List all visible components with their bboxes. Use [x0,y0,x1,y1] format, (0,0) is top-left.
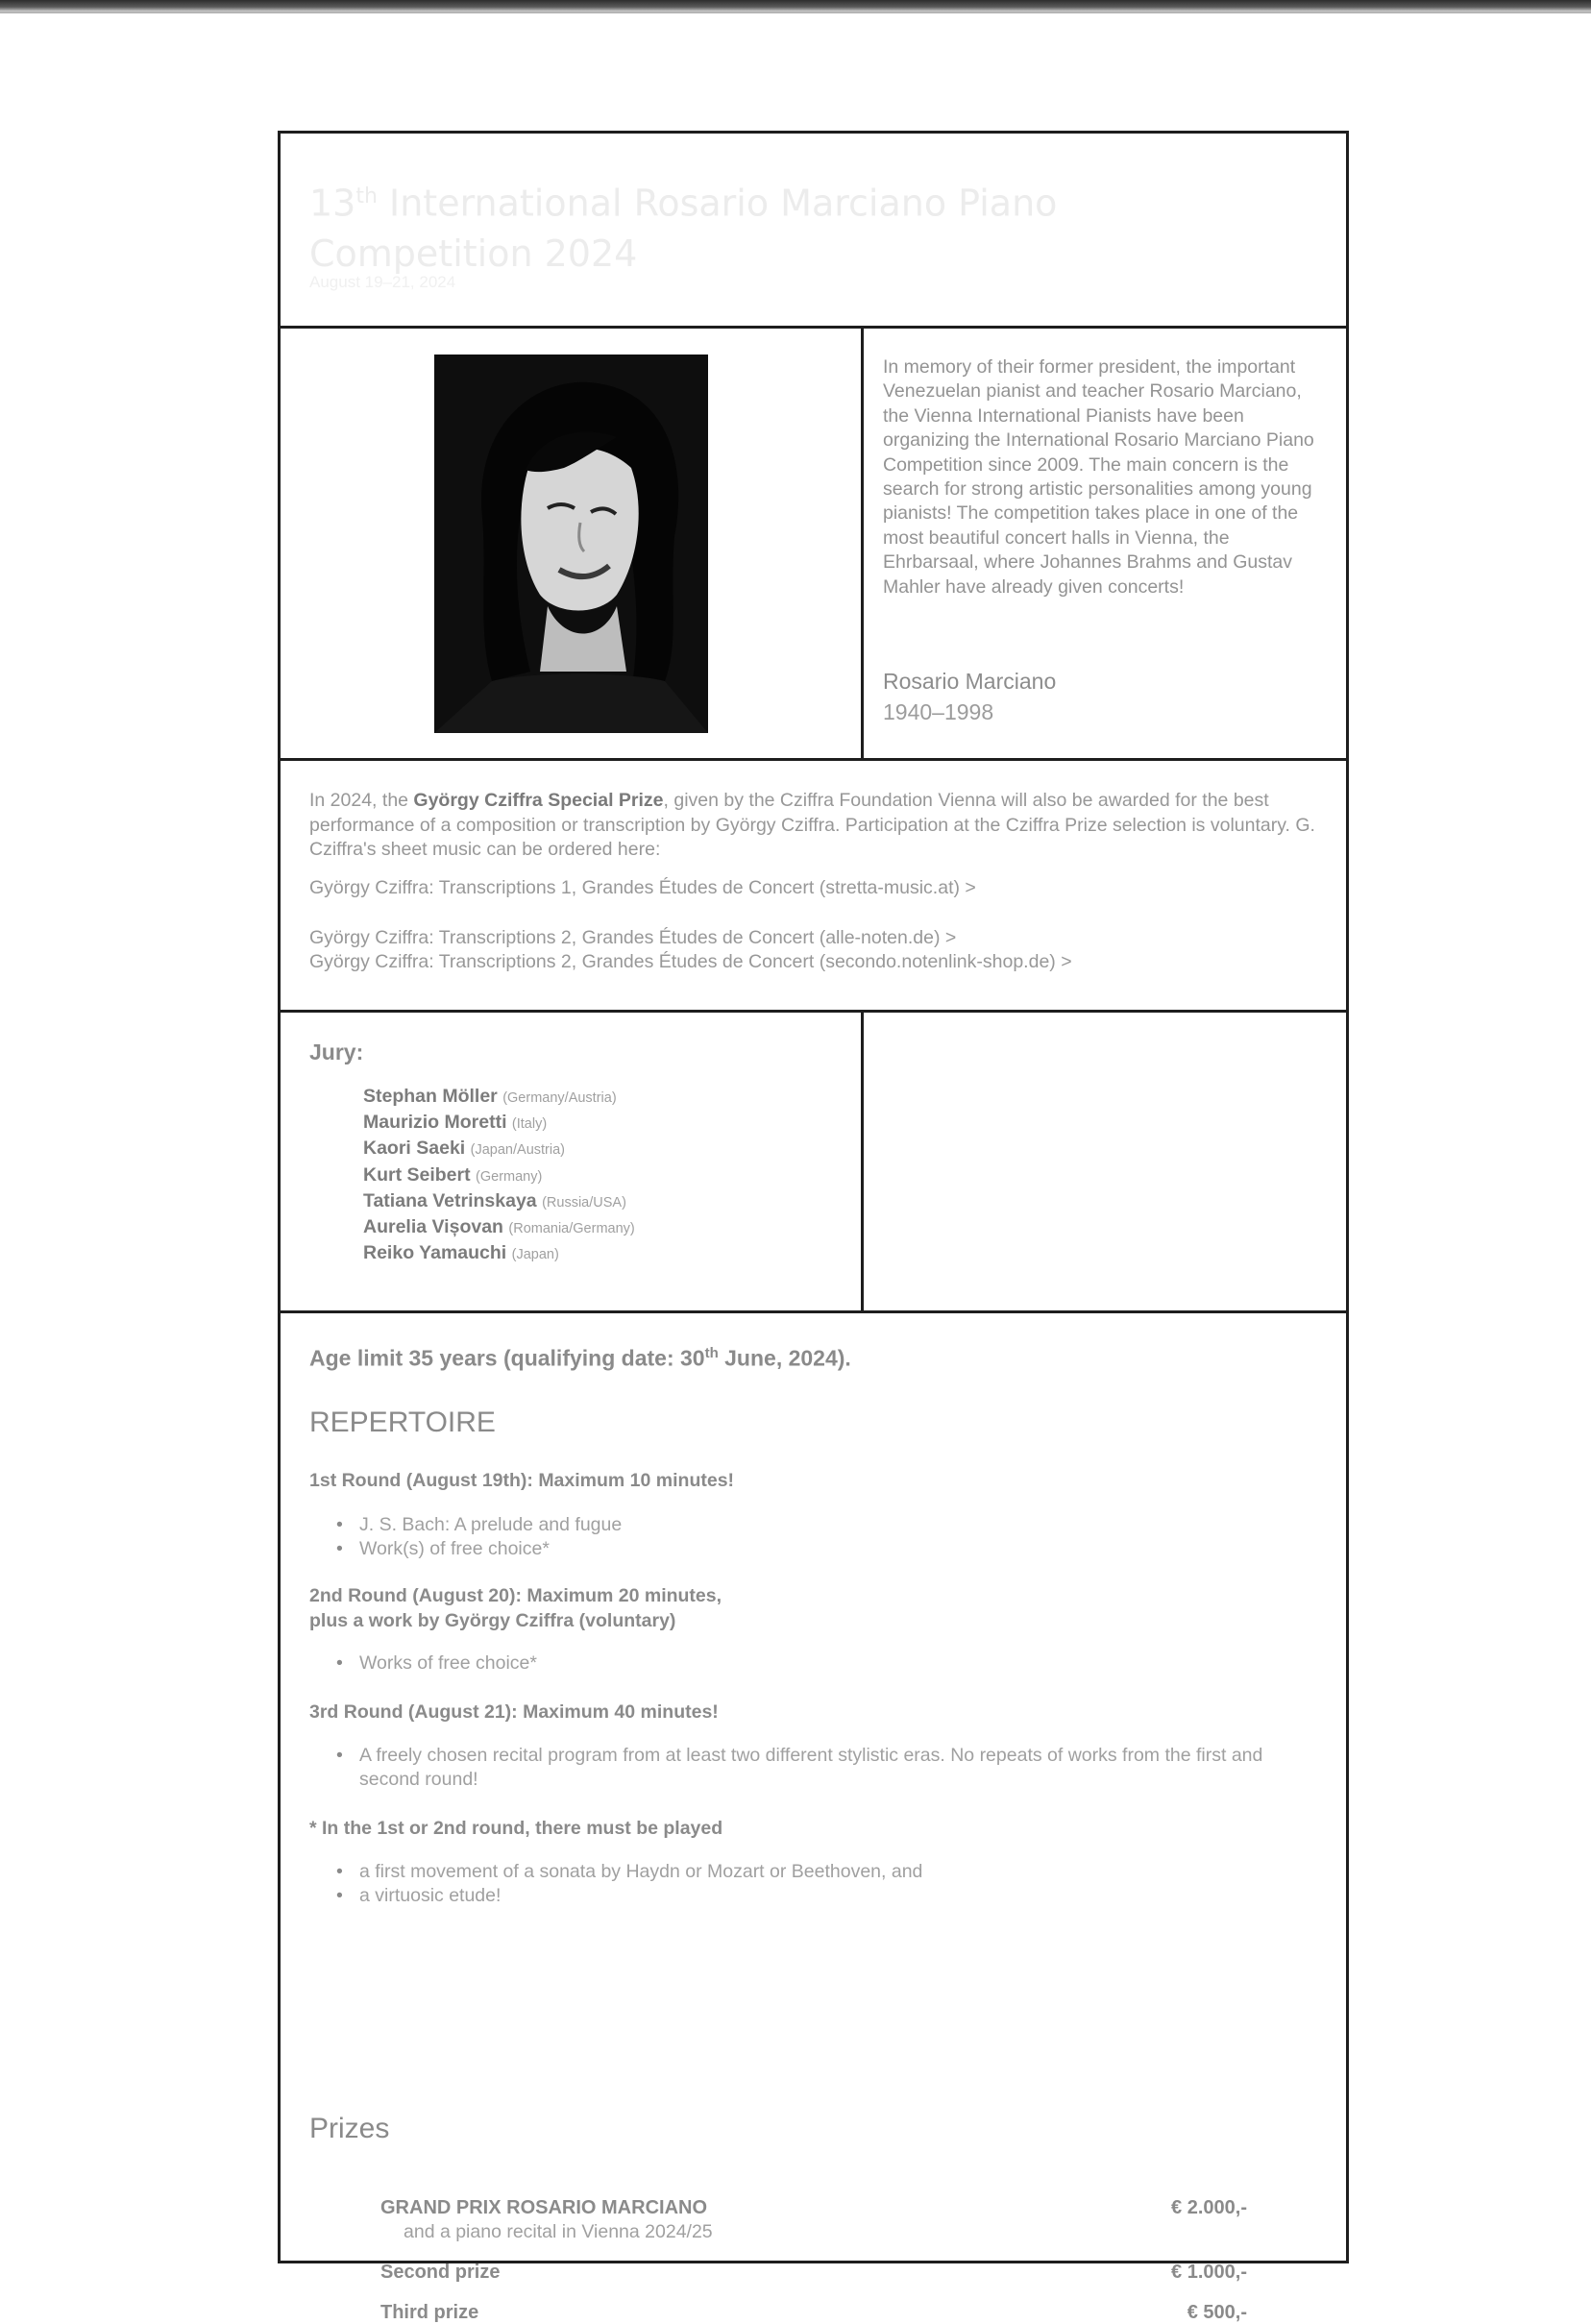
jury-member: Maurizio Moretti (Italy) [363,1112,548,1134]
grand-prix-label: GRAND PRIX ROSARIO MARCIANO [380,2197,708,2218]
round-1-list [336,1513,622,1562]
list-item: • A freely chosen recital program from at least two different stylistic eras. No repeats of works from the first and second round! [336,1744,1297,1793]
jury-member: Kurt Seibert (Germany) [363,1163,543,1186]
round-2-heading: 2nd Round (August 20): Maximum 20 minutes, plus a work by György Cziffra (voluntary) [309,1585,722,1631]
page-title: 13th International Rosario Marciano Piano Competition 2024 [309,182,1058,275]
jury-member: Tatiana Vetrinskaya (Russia/USA) [363,1189,626,1211]
list-item: • Work(s) of free choice* [336,1537,622,1561]
note-list [336,1860,922,1909]
jury-list [363,1085,635,1267]
age-limit: Age limit 35 years (qualifying date: 30th June, 2024). [309,1345,851,1371]
divider [281,326,1346,329]
sheet-music-link[interactable]: György Cziffra: Transcriptions 2, Grandes Études de Concert (secondo.notenlink-shop.de) > [309,951,1072,972]
document-frame [278,131,1349,2323]
scan-edge-line [0,12,1591,13]
portrait-photo [434,355,708,733]
third-prize-label: Third prize [380,2302,479,2323]
prizes-heading: Prizes [309,2113,390,2144]
round-3-heading: 3rd Round (August 21): Maximum 40 minutes! [309,1701,719,1723]
third-prize-amount: € 500,- [1187,2302,1247,2323]
grand-prix-amount: € 2.000,- [1171,2197,1247,2218]
divider [281,758,1346,761]
repertoire-note: * In the 1st or 2nd round, there must be played [309,1818,723,1839]
jury-member: Stephan Möller (Germany/Austria) [363,1086,617,1107]
intro-paragraph: In memory of their former president, the important Venezuelan pianist and teacher Rosario Marciano, the Vienna International Pianists have been organizing the International Rosario Marciano Piano Competition since 2009. The main concern is the search for strong artistic personalities among young pianists! The competition takes place in one of the most beautiful concert halls in Vienna, the Ehrbarsaal, where Johannes Brahms and Gustav Mahler have already given concerts! [883,356,1314,598]
sheet-music-link[interactable]: György Cziffra: Transcriptions 1, Grandes Études de Concert (stretta-music.at) > [309,877,976,898]
jury-member: Aurelia Vișovan (Romania/Germany) [363,1216,635,1238]
divider [281,1010,1346,1013]
divider [861,326,864,760]
repertoire-heading: REPERTOIRE [309,1407,496,1438]
divider [861,1010,864,1312]
portrait-image [434,355,708,733]
second-prize-amount: € 1.000,- [1171,2262,1247,2283]
list-item: • J. S. Bach: A prelude and fugue [336,1513,622,1537]
divider [281,1310,1346,1313]
cziffra-prize-name: György Cziffra Special Prize [413,790,664,811]
round-1-heading: 1st Round (August 19th): Maximum 10 minutes! [309,1470,735,1491]
list-item: • Works of free choice* [336,1651,537,1676]
sheet-music-link[interactable]: György Cziffra: Transcriptions 2, Grandes Études de Concert (alle-noten.de) > [309,927,957,948]
round-3-list [336,1744,1297,1793]
jury-member: Kaori Saeki (Japan/Austria) [363,1138,565,1160]
jury-heading: Jury: [309,1040,364,1064]
list-item: • a first movement of a sonata by Haydn or Mozart or Beethoven, and [336,1860,922,1884]
round-2-list [336,1651,537,1676]
grand-prix-subtitle: and a piano recital in Vienna 2024/25 [404,2221,713,2242]
list-item: • a virtuosic etude! [336,1884,922,1908]
caption-name: Rosario Marciano [883,669,1057,694]
caption-years: 1940–1998 [883,699,994,724]
scan-edge [0,0,1591,12]
jury-member: Reiko Yamauchi (Japan) [363,1242,559,1264]
cziffra-paragraph: In 2024, the György Cziffra Special Prize, given by the Cziffra Foundation Vienna will also be awarded for the best performance of a composition or transcription by György Cziffra. Participation at the Cziffra Prize selection is voluntary. G. Cziffra's sheet music can be ordered here: [309,790,1315,861]
competition-date: August 19–21, 2024 [309,273,456,291]
second-prize-label: Second prize [380,2262,501,2283]
